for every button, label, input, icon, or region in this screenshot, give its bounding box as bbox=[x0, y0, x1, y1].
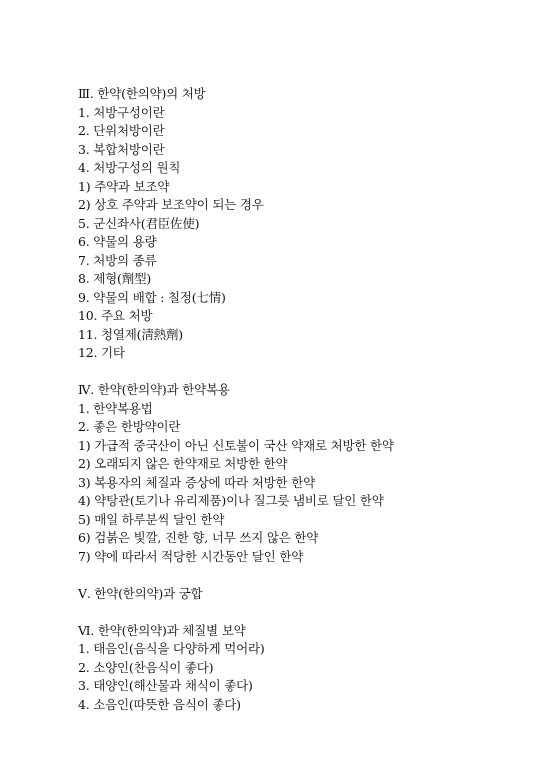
section-title-3: Ⅲ. 한약(한의약)의 처방 bbox=[78, 86, 206, 101]
list-item: 12. 기타 bbox=[78, 345, 125, 360]
list-item: 3) 복용자의 체질과 증상에 따라 처방한 한약 bbox=[78, 474, 315, 490]
section-title-4: Ⅳ. 한약(한의약)과 한약복용 bbox=[78, 382, 230, 397]
list-item: 9. 약물의 배합 : 칠정(七情) bbox=[78, 289, 226, 305]
list-item: 1) 가급적 중국산이 아닌 신토불이 국산 약재로 처방한 한약 bbox=[78, 437, 394, 453]
list-item: 1. 처방구성이란 bbox=[78, 104, 165, 120]
document-body bbox=[78, 85, 518, 714]
section-title-6: Ⅵ. 한약(한의약)과 체질별 보약 bbox=[78, 622, 246, 638]
list-item: 7) 약에 따라서 적당한 시간동안 달인 한약 bbox=[78, 548, 304, 564]
list-item: 3. 복합처방이란 bbox=[78, 141, 165, 157]
list-item: 5. 군신좌사(君臣佐使) bbox=[78, 215, 200, 231]
list-item: 1. 한약복용법 bbox=[78, 400, 153, 416]
list-item: 4. 처방구성의 원칙 bbox=[78, 160, 181, 175]
section-spacer bbox=[78, 566, 518, 585]
list-item: 2) 상호 주약과 보조약이 되는 경우 bbox=[78, 197, 264, 212]
list-item: 11. 청열제(淸熱劑) bbox=[78, 326, 183, 342]
list-item: 6) 검붉은 빛깔, 진한 향, 너무 쓰지 않은 한약 bbox=[78, 530, 319, 545]
section-spacer bbox=[78, 363, 518, 382]
list-item: 2) 오래되지 않은 한약재로 처방한 한약 bbox=[78, 456, 288, 471]
list-item: 2. 단위처방이란 bbox=[78, 123, 165, 138]
list-item: 5) 매일 하루분씩 달인 한약 bbox=[78, 511, 225, 527]
list-item: 10. 주요 처방 bbox=[78, 308, 153, 323]
section-title-5: Ⅴ. 한약(한의약)과 궁합 bbox=[78, 585, 203, 601]
list-item: 2. 좋은 한방약이란 bbox=[78, 419, 181, 434]
list-item: 1. 태음인(음식을 다양하게 먹어라) bbox=[78, 641, 265, 656]
list-item: 2. 소양인(찬음식이 좋다) bbox=[78, 659, 214, 675]
list-item: 8. 제형(劑型) bbox=[78, 271, 152, 286]
list-item: 3. 태양인(해산물과 채식이 좋다) bbox=[78, 678, 253, 693]
list-item: 6. 약물의 용량 bbox=[78, 234, 157, 249]
section-spacer bbox=[78, 603, 518, 622]
list-item: 1) 주약과 보조약 bbox=[78, 178, 170, 194]
list-item: 4. 소음인(따뜻한 음식이 좋다) bbox=[78, 696, 241, 712]
list-item: 4) 약탕관(토기나 유리제품)이나 질그릇 냄비로 달인 한약 bbox=[78, 493, 384, 508]
list-item: 7. 처방의 종류 bbox=[78, 252, 157, 268]
